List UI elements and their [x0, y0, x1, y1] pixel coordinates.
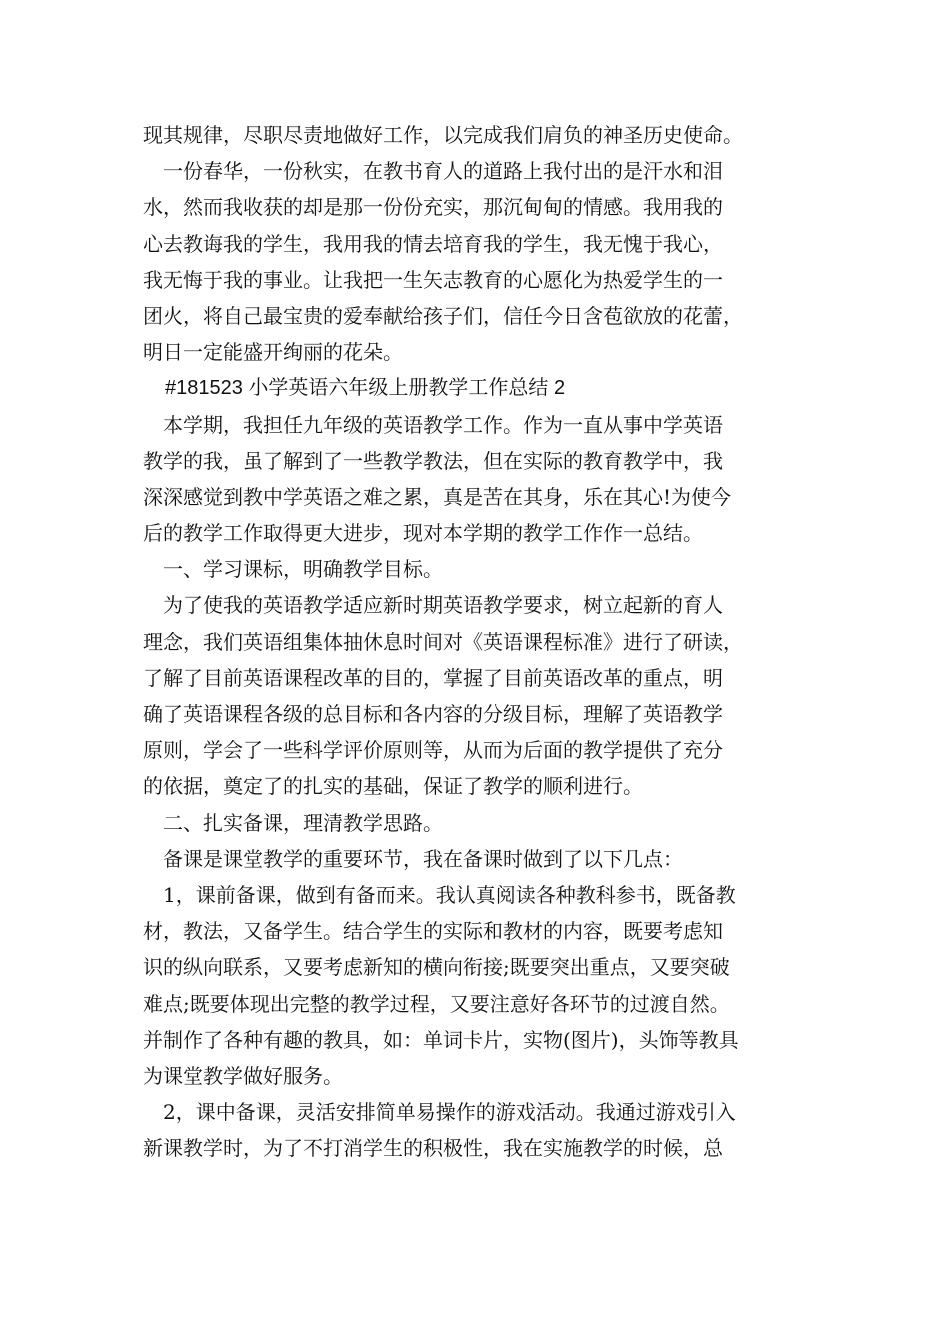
text-line: 后的教学工作取得更大进步，现对本学期的教学工作作一总结。 [143, 521, 703, 546]
text-line: 教学的我，虽了解到了一些教学教法，但在实际的教育教学中，我 [143, 448, 723, 473]
text-line: 备课是课堂教学的重要环节，我在备课时做到了以下几点： [163, 846, 683, 871]
text-line: 识的纵向联系，又要考虑新知的横向衔接;既要突出重点，又要突破 [143, 955, 730, 980]
text-line: 我无悔于我的事业。让我把一生矢志教育的心愿化为热爱学生的一 [143, 267, 723, 292]
text-line: 明日一定能盛开绚丽的花朵。 [143, 340, 403, 365]
text-line: 的依据，奠定了的扎实的基础，保证了教学的顺利进行。 [143, 774, 643, 799]
text-line: 原则，学会了一些科学评价原则等，从而为后面的教学提供了充分 [143, 738, 723, 763]
text-line: 水，然而我收获的却是那一份份充实，那沉甸甸的情感。我用我的 [143, 195, 723, 220]
text-line: 新课教学时，为了不打消学生的积极性，我在实施教学的时候，总 [143, 1136, 723, 1161]
text-line: 二、扎实备课，理清教学思路。 [163, 810, 443, 835]
text-line: 了解了目前英语课程改革的目的，掌握了目前英语改革的重点，明 [143, 665, 723, 690]
text-line: 一、学习课标，明确教学目标。 [163, 557, 443, 582]
text-line: 确了英语课程各级的总目标和各内容的分级目标，理解了英语教学 [143, 702, 723, 726]
document-body [143, 117, 813, 1166]
text-line: 一份春华，一份秋实，在教书育人的道路上我付出的是汗水和泪 [163, 159, 723, 184]
text-line: 心去教诲我的学生，我用我的情去培育我的学生，我无愧于我心， [143, 231, 723, 256]
section-heading: #181523 小学英语六年级上册教学工作总结 2 [165, 377, 566, 400]
text-line: 为课堂教学做好服务。 [143, 1063, 343, 1088]
text-line: 并制作了各种有趣的教具，如：单词卡片，实物(图片)，头饰等教具 [143, 1027, 739, 1052]
text-line: 2，课中备课，灵活安排简单易操作的游戏活动。我通过游戏引入 [163, 1100, 736, 1125]
text-line: 1，课前备课，做到有备而来。我认真阅读各种教科参书，既备教 [163, 882, 736, 907]
text-line: 本学期，我担任九年级的英语教学工作。作为一直从事中学英语 [163, 412, 723, 437]
text-line: 深深感觉到教中学英语之难之累，真是苦在其身，乐在其心!为使今 [143, 484, 732, 509]
text-line: 难点;既要体现出完整的教学过程，又要注意好各环节的过渡自然。 [143, 991, 730, 1016]
text-line: 团火，将自己最宝贵的爱奉献给孩子们，信任今日含苞欲放的花蕾， [143, 303, 743, 328]
text-line: 理念，我们英语组集体抽休息时间对《英语课程标准》进行了研读， [143, 629, 743, 654]
text-line: 为了使我的英语教学适应新时期英语教学要求，树立起新的育人 [163, 593, 723, 618]
text-line: 材，教法，又备学生。结合学生的实际和教材的内容，既要考虑知 [143, 919, 723, 944]
text-line: 现其规律，尽职尽责地做好工作，以完成我们肩负的神圣历史使命。 [143, 123, 743, 147]
